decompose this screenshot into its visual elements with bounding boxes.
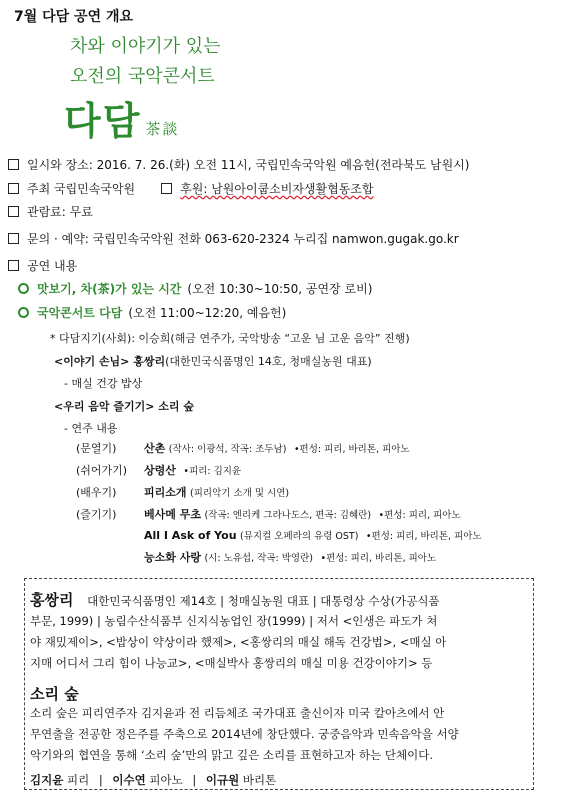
piece-note: (작곡: 엔리케 그라나도스, 편곡: 김혜란) <box>204 510 372 521</box>
piece-stage: (배우기) <box>76 486 117 499</box>
info-date-row <box>8 156 469 173</box>
member-name: 이수연 <box>112 773 146 787</box>
piece-note: (시: 노유섭, 작곡: 박영란) <box>204 553 313 564</box>
bullet-circle-icon <box>18 283 29 294</box>
bio-hong-line4: 지매 어디서 그리 힘이 나능교>, <매실박사 홍쌍리의 매실 미용 건강이야기> 등 <box>30 656 433 670</box>
checkbox-icon <box>8 260 19 271</box>
bio-sori-line1: 소리 숲은 피리연주자 김지윤과 전 리듬체조 국가대표 출신이자 미국 칼아츠에서 안 <box>30 706 445 720</box>
piece-title: All I Ask of You <box>144 529 237 542</box>
music-label: <우리 음악 즐기기> 소리 숲 <box>54 400 195 413</box>
piece-row <box>144 549 436 565</box>
bio-hong-name: 홍쌍리 <box>30 591 74 609</box>
piece-title: 산촌 <box>144 442 166 455</box>
info-host-row <box>8 180 374 197</box>
story-guest-sub: - 매실 건강 밥상 <box>64 377 143 390</box>
section-time: (오전 11:00~12:20, 예음헌) <box>128 306 287 320</box>
piece-instruments: •편성: 피리, 바리톤, 피아노 <box>293 444 410 455</box>
piece-row <box>144 528 482 542</box>
hero-name-text: 다담 <box>64 98 142 143</box>
member-list <box>30 770 276 791</box>
piece-instruments: •피리: 김지윤 <box>183 466 242 477</box>
section-time: (오전 10:30~10:50, 공연장 로비) <box>187 282 373 296</box>
piece-note: (작사: 이광석, 작곡: 조두남) <box>168 444 287 455</box>
piece-note: (피리악기 소개 및 시연) <box>190 488 290 499</box>
bio-hong-line3: 야 재밌제이>, <밥상이 약상이라 했제>, <홍쌍리의 매실 해독 건강법>, <매실 아 <box>30 635 447 649</box>
bio-hong-text: 대한민국식품명인 제14호 | 청매실농원 대표 | 대통령상 수상(가공식품 <box>87 594 440 608</box>
info-sponsor: 후원: 남원아이쿱소비자생활협동조합 <box>180 182 374 196</box>
host-line: * 다담지기(사회): 이승희(해금 연주가, 국악방송 “고운 님 고운 음악” 진행) <box>50 332 410 345</box>
member-name: 이규원 <box>205 773 240 787</box>
hero-hanja: 茶談 <box>145 120 180 138</box>
separator: | <box>192 773 197 787</box>
piece-row <box>76 484 289 500</box>
info-fee-row <box>8 203 93 220</box>
member-role: 피아노 <box>149 773 183 787</box>
info-program-row <box>8 257 77 274</box>
piece-instruments: •편성: 피리, 바리톤, 피아노 <box>320 553 437 564</box>
member-role: 바리톤 <box>242 773 277 787</box>
bio-hong-line1 <box>30 590 440 612</box>
piece-stage: (즐기기) <box>76 508 117 521</box>
section-tea-time <box>18 280 372 297</box>
story-guest <box>54 353 372 369</box>
checkbox-icon <box>8 233 19 244</box>
member-role: 피리 <box>66 773 90 787</box>
page-title: 7월 다담 공연 개요 <box>14 9 134 25</box>
info-contact-row <box>8 230 459 247</box>
piece-stage: (문열기) <box>76 442 117 455</box>
checkbox-icon <box>8 206 19 217</box>
hero-line-1: 차와 이야기가 있는 <box>70 36 221 57</box>
piece-instruments: •편성: 피리, 피아노 <box>378 510 461 521</box>
checkbox-icon <box>8 183 19 194</box>
hero-line-2: 오전의 국악콘서트 <box>70 66 215 87</box>
piece-instruments: •편성: 피리, 바리톤, 피아노 <box>365 531 482 542</box>
bio-sori-line2: 무연출을 전공한 정은주를 주축으로 2014년에 창단했다. 궁중음악과 민속음악을 서양 <box>30 727 459 741</box>
section-concert <box>18 304 286 321</box>
hero-name <box>64 90 179 145</box>
music-sub: - 연주 내용 <box>64 422 118 435</box>
bullet-circle-icon <box>18 307 29 318</box>
info-fee: 관람료: 무료 <box>27 205 93 219</box>
checkbox-icon <box>8 159 19 170</box>
piece-row <box>76 506 461 522</box>
piece-title: 능소화 사랑 <box>144 551 201 564</box>
checkbox-icon <box>161 183 172 194</box>
separator: | <box>98 773 103 787</box>
piece-title: 베사메 무초 <box>144 508 201 521</box>
story-guest-detail: (대한민국식품명인 14호, 청매실농원 대표) <box>165 355 372 368</box>
info-program: 공연 내용 <box>27 259 78 273</box>
piece-title: 피리소개 <box>144 486 187 499</box>
story-guest-label: <이야기 손님> 홍쌍리 <box>54 355 166 368</box>
info-contact: 문의 · 예약: 국립민속국악원 전화 063-620-2324 누리집 namwon.gugak.go.kr <box>27 232 459 246</box>
bio-sori-line3: 악기와의 협연을 통해 ‘소리 숲’만의 맑고 깊은 소리를 표현하고자 하는 단체이다. <box>30 748 434 762</box>
info-host: 주최 국립민속국악원 <box>27 182 136 196</box>
piece-note: (뮤지컬 오페라의 유령 OST) <box>240 531 359 542</box>
piece-stage: (쉬어가기) <box>76 464 128 477</box>
bio-sori-name: 소리 숲 <box>30 685 79 703</box>
piece-row <box>76 440 410 456</box>
piece-row <box>76 462 241 478</box>
info-date: 일시와 장소: 2016. 7. 26.(화) 오전 11시, 국립민속국악원 예음헌(전라북도 남원시) <box>27 158 470 172</box>
section-label: 맛보기, 차(茶)가 있는 시간 <box>37 282 182 296</box>
bio-hong-line2: 부문, 1999) | 농림수산식품부 신지식농업인 장(1999) | 저서 <인생은 파도가 쳐 <box>30 614 438 628</box>
member-name: 김지윤 <box>30 773 64 787</box>
piece-title: 상령산 <box>144 464 176 477</box>
section-label: 국악콘서트 다담 <box>37 306 123 320</box>
